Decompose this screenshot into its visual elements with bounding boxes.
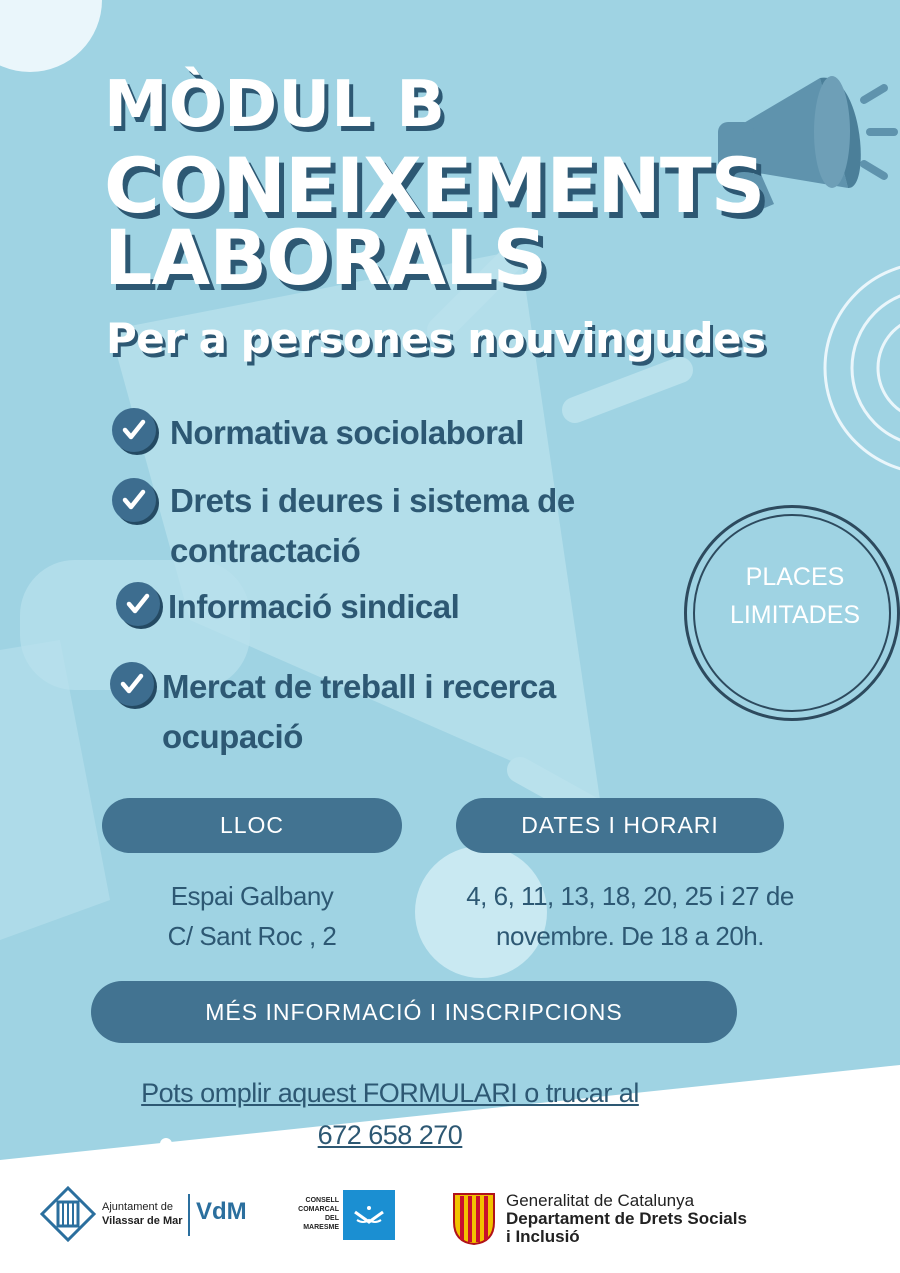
location-line2: C/ Sant Roc , 2 [167, 921, 337, 951]
course-title-line1: CONEIXEMENTS [104, 141, 765, 230]
consell-line4: MARESME [303, 1224, 339, 1231]
location-info [102, 876, 402, 956]
badge-line1: PLACES [745, 563, 845, 591]
location-line1: Espai Galbany [170, 881, 334, 911]
limited-places-badge [684, 505, 900, 721]
vdm-logo: VdM [196, 1198, 247, 1225]
topic-line2: contractació [170, 532, 361, 569]
ajuntament-line1: Ajuntament de [102, 1201, 173, 1213]
module-title: MÒDUL B [104, 68, 447, 142]
course-subtitle: Per a persones nouvingudes [106, 314, 766, 363]
check-icon [112, 408, 156, 452]
topic-line1: Drets i deures i sistema de [170, 482, 575, 519]
topic-line2: ocupació [162, 718, 303, 755]
topic-text [170, 476, 575, 576]
schedule-line1: 4, 6, 11, 13, 18, 20, 25 i 27 de [466, 881, 794, 911]
check-icon [116, 582, 160, 626]
schedule-info [450, 876, 810, 956]
badge-line2: LIMITADES [729, 601, 861, 629]
form-link[interactable]: Pots omplir aquest FORMULARI o trucar al [141, 1078, 639, 1108]
consell-line1: CONSELL [305, 1197, 339, 1204]
schedule-pill: DATES I HORARI [456, 798, 784, 853]
badge-text [687, 558, 900, 634]
ajuntament-logo [40, 1186, 260, 1242]
ajuntament-line2: Vilassar de Mar [102, 1215, 183, 1227]
generalitat-line3: i Inclusió [506, 1227, 580, 1246]
location-pill: LLOC [102, 798, 402, 853]
topic-item [112, 476, 575, 576]
topic-line1: Informació sindical [168, 588, 460, 625]
topic-line1: Mercat de treball i recerca [162, 668, 556, 705]
course-title [104, 141, 765, 302]
phone-link[interactable]: 672 658 270 [317, 1120, 463, 1150]
ajuntament-emblem-icon [40, 1186, 96, 1242]
generalitat-line2: Departament de Drets Socials [506, 1209, 747, 1228]
generalitat-line1: Generalitat de Catalunya [506, 1191, 695, 1210]
consell-comarcal-logo [275, 1184, 409, 1246]
topic-text [162, 662, 556, 762]
topic-item [112, 408, 524, 458]
generalitat-emblem-icon [450, 1190, 498, 1246]
topic-line1: Normativa sociolaboral [170, 414, 524, 451]
schedule-line2: novembre. De 18 a 20h. [496, 921, 764, 951]
topic-item [116, 582, 459, 632]
topic-item [110, 662, 556, 762]
consell-line2: COMARCAL [298, 1206, 339, 1213]
check-icon [110, 662, 154, 706]
check-icon [112, 478, 156, 522]
more-info-pill: MÉS INFORMACIÓ I INSCRIPCIONS [91, 981, 737, 1043]
generalitat-logo [450, 1190, 790, 1250]
topic-text [170, 408, 524, 458]
consell-emblem-icon [343, 1190, 395, 1240]
consell-line3: DEL [325, 1215, 339, 1222]
topic-text [168, 582, 459, 632]
course-title-line2: LABORALS [104, 213, 547, 302]
registration-cta[interactable] [90, 1072, 690, 1156]
